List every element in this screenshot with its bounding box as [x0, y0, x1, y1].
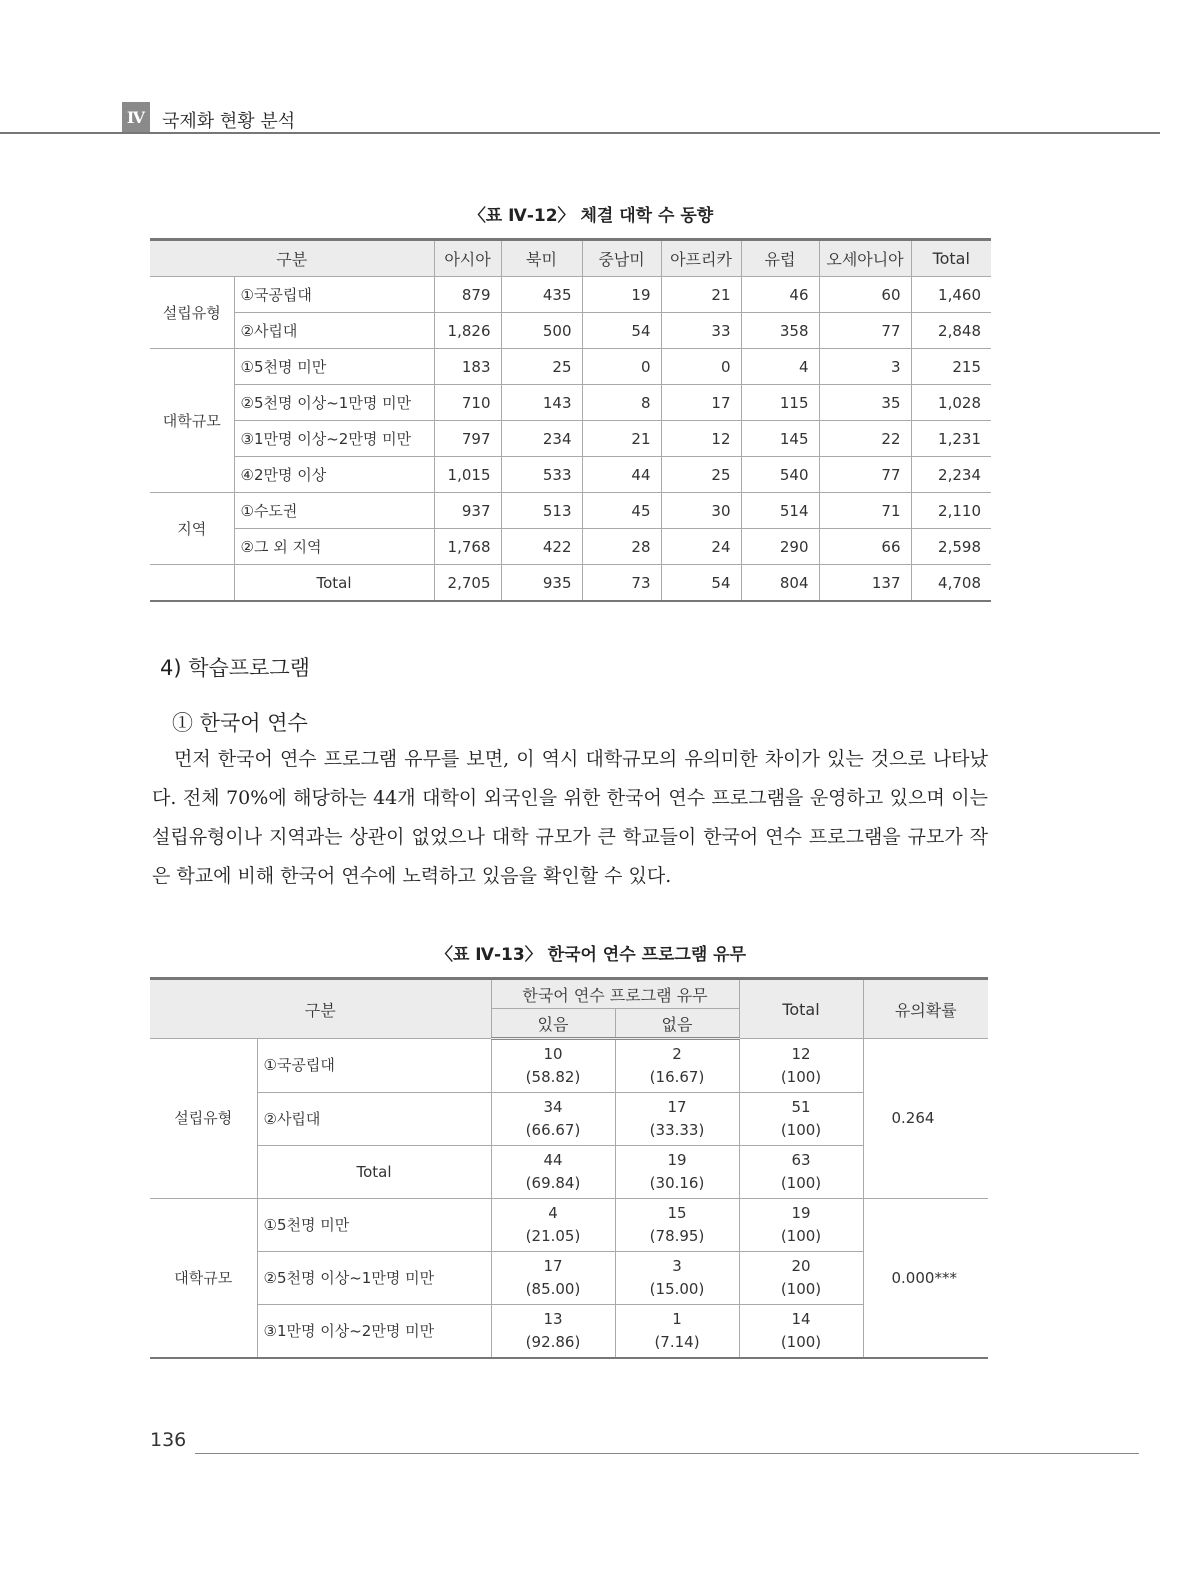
row-label: ②사립대 — [257, 1093, 491, 1146]
cell-total — [739, 1146, 863, 1199]
col-header-asia: 아시아 — [434, 240, 501, 277]
footer-divider — [195, 1453, 1139, 1454]
row-label: ④2만명 이상 — [234, 457, 434, 493]
cell-yes — [491, 1093, 615, 1146]
significance-value: 0.000*** — [863, 1199, 988, 1359]
cell: 115 — [741, 385, 819, 421]
cell: 2,234 — [911, 457, 991, 493]
col-header-total: Total — [739, 979, 863, 1039]
percent: (100) — [780, 1121, 822, 1139]
col-header-category: 구분 — [150, 979, 491, 1039]
count: 44 — [543, 1151, 563, 1169]
cell: 44 — [582, 457, 661, 493]
section-title: 4) 학습프로그램 — [160, 656, 310, 680]
cell-no — [615, 1305, 739, 1359]
group-label: 설립유형 — [150, 1039, 257, 1199]
cell: 435 — [501, 277, 582, 313]
percent: (21.05) — [525, 1227, 581, 1245]
table-row — [150, 1093, 988, 1146]
col-header-yes: 있음 — [491, 1009, 615, 1039]
percent: (92.86) — [525, 1333, 581, 1351]
cell-total — [739, 1305, 863, 1359]
row-label: ③1만명 이상~2만명 미만 — [234, 421, 434, 457]
count: 19 — [667, 1151, 687, 1169]
cell: 24 — [661, 529, 741, 565]
cell: 1,028 — [911, 385, 991, 421]
group-label: 대학규모 — [150, 349, 234, 493]
cell: 60 — [819, 277, 911, 313]
cell: 2,705 — [434, 565, 501, 602]
chapter-title: 국제화 현황 분석 — [162, 111, 296, 132]
cell: 19 — [582, 277, 661, 313]
table-row-total — [150, 565, 991, 602]
cell: 71 — [819, 493, 911, 529]
table-row — [150, 457, 991, 493]
row-label: ①국공립대 — [234, 277, 434, 313]
col-header-north-america: 북미 — [501, 240, 582, 277]
cell: 8 — [582, 385, 661, 421]
cell: 500 — [501, 313, 582, 349]
table-row — [150, 1146, 988, 1199]
table-row — [150, 493, 991, 529]
percent: (85.00) — [525, 1280, 581, 1298]
row-label: ①5천명 미만 — [234, 349, 434, 385]
cell: 879 — [434, 277, 501, 313]
table-row — [150, 421, 991, 457]
cell: 28 — [582, 529, 661, 565]
cell-yes — [491, 1146, 615, 1199]
cell: 4 — [741, 349, 819, 385]
cell: 143 — [501, 385, 582, 421]
count: 63 — [791, 1151, 811, 1169]
cell-no — [615, 1252, 739, 1305]
cell: 234 — [501, 421, 582, 457]
cell-yes — [491, 1305, 615, 1359]
cell: 145 — [741, 421, 819, 457]
cell: 937 — [434, 493, 501, 529]
cell: 4,708 — [911, 565, 991, 602]
group-label: 설립유형 — [150, 277, 234, 349]
table12-caption: 〈표 Ⅳ-12〉 체결 대학 수 동향 — [468, 206, 714, 226]
significance-value: 0.264 — [863, 1039, 988, 1199]
cell: 1,826 — [434, 313, 501, 349]
row-label: ②5천명 이상~1만명 미만 — [234, 385, 434, 421]
cell: 21 — [582, 421, 661, 457]
page-number: 136 — [150, 1429, 187, 1451]
cell: 1,015 — [434, 457, 501, 493]
row-label: Total — [257, 1146, 491, 1199]
cell: 804 — [741, 565, 819, 602]
cell: 137 — [819, 565, 911, 602]
table-row — [150, 1199, 988, 1252]
cell: 30 — [661, 493, 741, 529]
cell: 1,460 — [911, 277, 991, 313]
cell-no — [615, 1199, 739, 1252]
cell-yes — [491, 1039, 615, 1093]
percent: (100) — [780, 1280, 822, 1298]
cell: 514 — [741, 493, 819, 529]
cell-no — [615, 1146, 739, 1199]
cell: 2,848 — [911, 313, 991, 349]
group-label-empty — [150, 565, 234, 602]
cell-yes — [491, 1199, 615, 1252]
col-header-latin-america: 중남미 — [582, 240, 661, 277]
cell: 22 — [819, 421, 911, 457]
count: 13 — [543, 1310, 563, 1328]
cell: 935 — [501, 565, 582, 602]
table-korean-program — [150, 977, 988, 1359]
percent: (69.84) — [525, 1174, 581, 1192]
percent: (100) — [780, 1174, 822, 1192]
table-row — [150, 529, 991, 565]
cell: 77 — [819, 457, 911, 493]
cell: 1,768 — [434, 529, 501, 565]
chapter-badge: Ⅳ — [122, 102, 150, 134]
cell: 25 — [661, 457, 741, 493]
count: 1 — [672, 1310, 682, 1328]
cell: 3 — [819, 349, 911, 385]
row-label: ①수도권 — [234, 493, 434, 529]
cell: 35 — [819, 385, 911, 421]
cell: 422 — [501, 529, 582, 565]
cell: 54 — [661, 565, 741, 602]
col-header-oceania: 오세아니아 — [819, 240, 911, 277]
count: 10 — [543, 1045, 563, 1063]
cell-total — [739, 1199, 863, 1252]
table-agreement-universities — [150, 238, 991, 602]
cell: 513 — [501, 493, 582, 529]
percent: (33.33) — [649, 1121, 705, 1139]
cell-no — [615, 1039, 739, 1093]
percent: (30.16) — [649, 1174, 705, 1192]
table-row — [150, 349, 991, 385]
count: 17 — [543, 1257, 563, 1275]
cell: 540 — [741, 457, 819, 493]
cell: 73 — [582, 565, 661, 602]
table-row — [150, 385, 991, 421]
cell: 2,110 — [911, 493, 991, 529]
table-row — [150, 1305, 988, 1359]
table13-caption: 〈표 Ⅳ-13〉 한국어 연수 프로그램 유무 — [435, 945, 747, 965]
col-header-significance: 유의확률 — [863, 979, 988, 1039]
percent: (66.67) — [525, 1121, 581, 1139]
count: 2 — [672, 1045, 682, 1063]
cell: 290 — [741, 529, 819, 565]
cell: 358 — [741, 313, 819, 349]
percent: (100) — [780, 1227, 822, 1245]
percent: (15.00) — [649, 1280, 705, 1298]
group-label: 대학규모 — [150, 1199, 257, 1359]
cell: 0 — [582, 349, 661, 385]
percent: (16.67) — [649, 1068, 705, 1086]
percent: (100) — [780, 1067, 822, 1086]
count: 3 — [672, 1257, 682, 1275]
cell: 33 — [661, 313, 741, 349]
cell: 46 — [741, 277, 819, 313]
cell: 77 — [819, 313, 911, 349]
count: 4 — [548, 1204, 558, 1222]
cell-yes — [491, 1252, 615, 1305]
percent: (78.95) — [649, 1227, 705, 1245]
group-label: 지역 — [150, 493, 234, 565]
row-label: Total — [234, 565, 434, 602]
cell: 797 — [434, 421, 501, 457]
cell: 54 — [582, 313, 661, 349]
col-header-category: 구분 — [150, 240, 434, 277]
count: 34 — [543, 1098, 563, 1116]
col-header-program: 한국어 연수 프로그램 유무 — [491, 979, 739, 1009]
row-label: ②5천명 이상~1만명 미만 — [257, 1252, 491, 1305]
cell: 183 — [434, 349, 501, 385]
cell-no — [615, 1093, 739, 1146]
cell: 533 — [501, 457, 582, 493]
count: 19 — [791, 1204, 811, 1222]
count: 20 — [791, 1257, 811, 1275]
cell-total — [739, 1252, 863, 1305]
percent: (7.14) — [654, 1333, 700, 1351]
col-header-total: Total — [911, 240, 991, 277]
row-label: ①국공립대 — [257, 1039, 491, 1093]
row-label: ①5천명 미만 — [257, 1199, 491, 1252]
table-row — [150, 277, 991, 313]
cell: 25 — [501, 349, 582, 385]
table-row — [150, 313, 991, 349]
col-header-no: 없음 — [615, 1009, 739, 1039]
cell: 710 — [434, 385, 501, 421]
subsection-title: ① 한국어 연수 — [172, 711, 308, 735]
cell: 2,598 — [911, 529, 991, 565]
cell: 12 — [661, 421, 741, 457]
col-header-africa: 아프리카 — [661, 240, 741, 277]
cell: 17 — [661, 385, 741, 421]
percent: (58.82) — [525, 1068, 581, 1086]
row-label: ③1만명 이상~2만명 미만 — [257, 1305, 491, 1359]
count: 51 — [791, 1098, 811, 1116]
count: 15 — [667, 1204, 687, 1222]
row-label: ②사립대 — [234, 313, 434, 349]
count: 12 — [791, 1044, 811, 1063]
cell: 66 — [819, 529, 911, 565]
count: 17 — [667, 1098, 687, 1116]
table-row — [150, 1252, 988, 1305]
cell: 21 — [661, 277, 741, 313]
cell-total — [739, 1039, 863, 1093]
cell-total — [739, 1093, 863, 1146]
body-paragraph: 먼저 한국어 연수 프로그램 유무를 보면, 이 역시 대학규모의 유의미한 차이가 있는 것으로 나타났다. 전체 70%에 해당하는 44개 대학이 외국인을 위한 한국어 연수 프로그램을 운영하고 있으며 이는 설립유형이나 지역과는 상관이 없었으나 대학 규모가 큰 학교들이 한국어 연수 프로그램을 규모가 작은 학교에 비해 한국어 연수에 노력하고 있음을 확인할 수 있다. — [152, 748, 988, 887]
row-label: ②그 외 지역 — [234, 529, 434, 565]
percent: (100) — [780, 1333, 822, 1351]
cell: 1,231 — [911, 421, 991, 457]
col-header-europe: 유럽 — [741, 240, 819, 277]
header-divider — [0, 132, 1160, 134]
cell: 215 — [911, 349, 991, 385]
cell: 45 — [582, 493, 661, 529]
count: 14 — [791, 1310, 811, 1328]
cell: 0 — [661, 349, 741, 385]
table-row — [150, 1039, 988, 1093]
